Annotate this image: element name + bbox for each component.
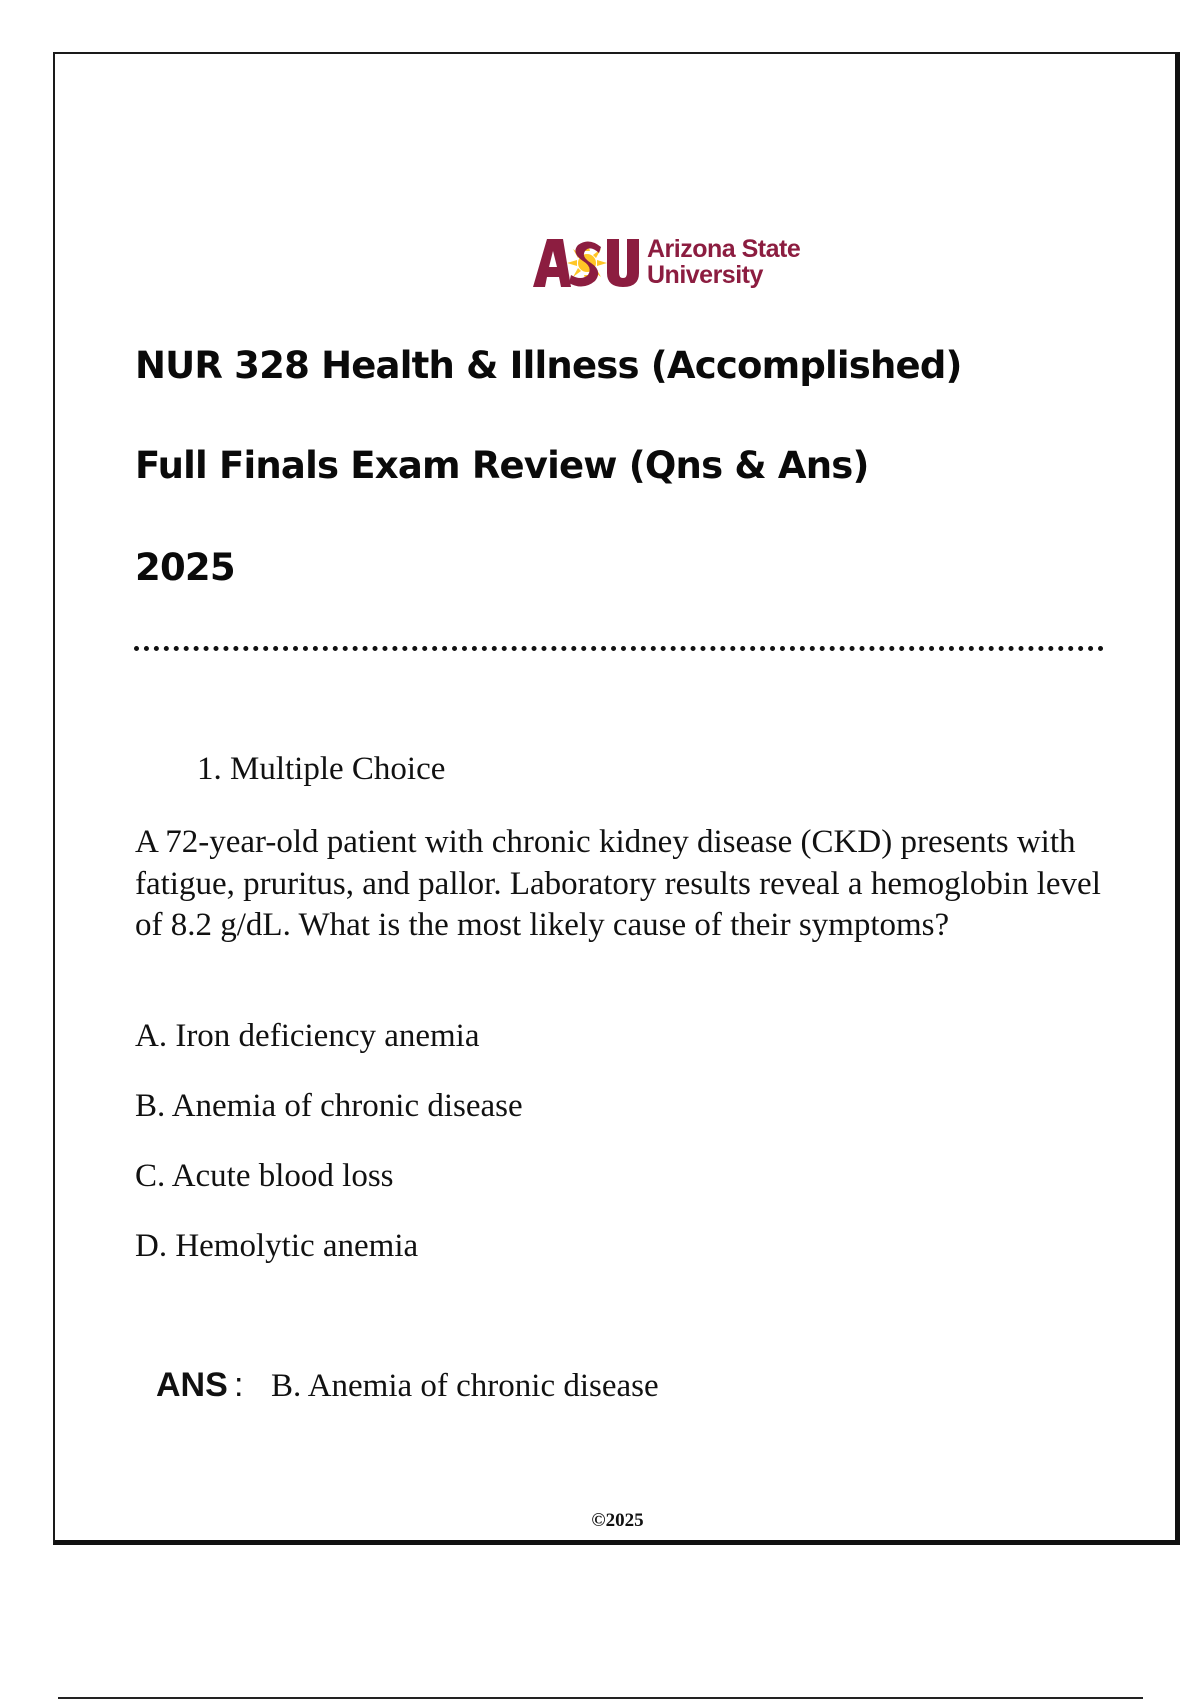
asu-logo [533,236,800,288]
answer-label: ANS [156,1366,228,1404]
answer-option-d: D. Hemolytic anemia [135,1228,419,1264]
asu-logo-mark [533,237,639,287]
answer-colon: : [234,1366,244,1404]
answer-option-b: B. Anemia of chronic disease [135,1088,523,1124]
question-type-label: 1. Multiple Choice [197,751,446,787]
document-title-line-1: NUR 328 Health & Illness (Accomplished) [135,344,962,387]
asu-sunburst-icon [533,237,639,287]
logo-line-2: University [647,261,763,289]
logo-line-1: Arizona State [647,235,801,263]
answer-option-a: A. Iron deficiency anemia [135,1018,480,1054]
asu-logo-wordmark [647,236,800,288]
document-title-line-2: Full Finals Exam Review (Qns & Ans) [135,444,869,487]
dotted-divider [134,646,1104,651]
document-year: 2025 [135,546,235,589]
question-stem: A 72-year-old patient with chronic kidney disease (CKD) presents with fatigue, pruritus, and pallor. Laboratory results reveal a hemoglobin level of 8.2 g/dL. What is the most likely cause of their symptoms? [135,824,1101,943]
bottom-rule [58,1697,1143,1699]
copyright-notice: ©2025 [591,1510,644,1531]
answer-text: B. Anemia of chronic disease [271,1368,659,1404]
answer-option-c: C. Acute blood loss [135,1158,394,1194]
